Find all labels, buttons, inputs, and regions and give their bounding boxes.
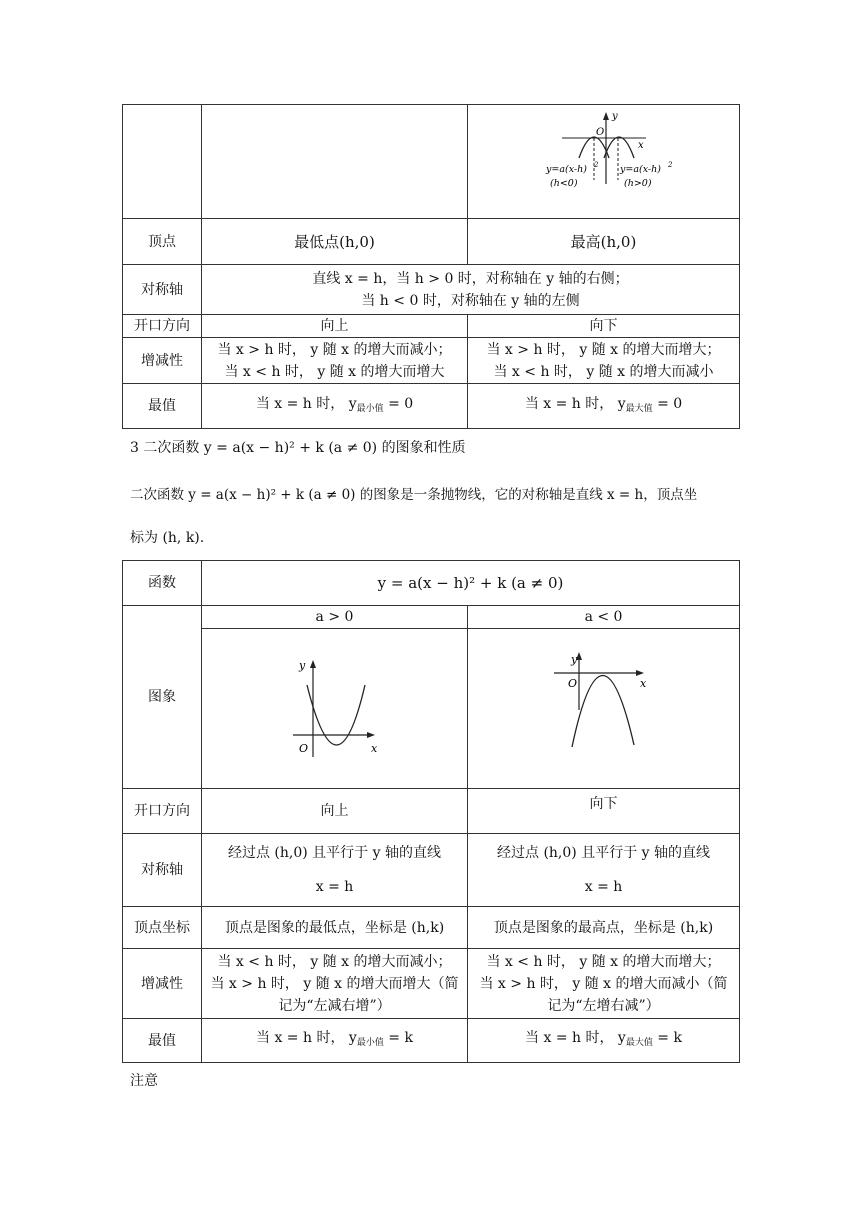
note-label: 注意 bbox=[130, 1073, 158, 1089]
function-formula: y = a(x − h)² + k (a ≠ 0) bbox=[202, 561, 740, 606]
monotonic-negative-line-2: 当 x < h 时， y 随 x 的增大而减小 bbox=[493, 363, 714, 380]
opening-positive: 向上 bbox=[202, 789, 468, 834]
row-label-axis: 对称轴 bbox=[123, 834, 202, 907]
axis-line-2: 当 h < 0 时，对称轴在 y 轴的左侧 bbox=[361, 292, 580, 309]
extreme-negative: 当 x = h 时， $y_{最大值} = 0$ bbox=[468, 384, 740, 429]
axis-negative-line-1: 经过点 (h,0) 且平行于 y 轴的直线 bbox=[497, 845, 711, 861]
empty-cell bbox=[123, 105, 202, 219]
monotonic-positive-line-2: 当 x < h 时， y 随 x 的增大而增大 bbox=[224, 363, 445, 380]
svg-text:x: x bbox=[370, 742, 377, 755]
properties-table-1 bbox=[122, 104, 740, 429]
row-label-opening: 开口方向 bbox=[123, 315, 202, 338]
axis-positive bbox=[202, 834, 468, 907]
monotonic-negative bbox=[468, 338, 740, 384]
svg-text:x: x bbox=[639, 677, 646, 690]
vertex-positive: 顶点是图象的最低点，坐标是 (h,k) bbox=[202, 907, 468, 949]
section-heading: 3 二次函数 y = a(x − h)² + k (a ≠ 0) 的图象和性质 bbox=[130, 440, 466, 456]
row-label-vertex: 顶点坐标 bbox=[123, 907, 202, 949]
row-label-function: 函数 bbox=[123, 561, 202, 606]
monotonic-negative-line-3: 记为“左增右减”） bbox=[547, 997, 660, 1014]
monotonic-positive bbox=[202, 338, 468, 384]
row-label-extreme: 最值 bbox=[123, 384, 202, 429]
row-label-monotonic: 增减性 bbox=[123, 949, 202, 1019]
monotonic-negative-line-1: 当 x > h 时， y 随 x 的增大而增大； bbox=[486, 341, 721, 358]
axis-description bbox=[202, 265, 740, 315]
monotonic-negative-line-1: 当 x < h 时， y 随 x 的增大而增大； bbox=[486, 953, 721, 970]
row-label-vertex: 顶点 bbox=[123, 219, 202, 265]
extreme-positive: 当 x = h 时， $y_{最小值} = 0$ bbox=[202, 384, 468, 429]
row-label-extreme: 最值 bbox=[123, 1019, 202, 1063]
opening-negative: 向下 bbox=[468, 789, 740, 834]
graph-head-negative: a < 0 bbox=[468, 606, 740, 629]
row-label-axis: 对称轴 bbox=[123, 265, 202, 315]
svg-text:x: x bbox=[637, 140, 644, 151]
monotonic-negative-line-2: 当 x > h 时， y 随 x 的增大而减小（简 bbox=[479, 975, 728, 992]
axis-positive-line-2: x = h bbox=[315, 879, 354, 895]
svg-text:O: O bbox=[298, 742, 308, 755]
paragraph-line-2: 标为 (h, k). bbox=[130, 530, 205, 546]
monotonic-positive-line-3: 记为“左减右增”） bbox=[278, 997, 391, 1014]
svg-text:y=a(x-h): y=a(x-h) bbox=[619, 164, 661, 175]
graph-head-positive: a > 0 bbox=[202, 606, 468, 629]
row-label-opening: 开口方向 bbox=[123, 789, 202, 834]
vertex-negative: 最高(h,0) bbox=[468, 219, 740, 265]
extreme-positive: 当 x = h 时， $y_{最小值} = k$ bbox=[202, 1019, 468, 1063]
row-label-monotonic: 增减性 bbox=[123, 338, 202, 384]
vertex-negative: 顶点是图象的最高点，坐标是 (h,k) bbox=[468, 907, 740, 949]
axis-positive-line-1: 经过点 (h,0) 且平行于 y 轴的直线 bbox=[227, 845, 441, 861]
svg-text:(h<0): (h<0) bbox=[549, 178, 578, 189]
downward-parabola-graph bbox=[544, 645, 664, 765]
svg-text:2: 2 bbox=[593, 161, 598, 169]
svg-text:y: y bbox=[570, 653, 577, 666]
parabola-pair-graph bbox=[524, 106, 684, 210]
row-label-graph: 图象 bbox=[123, 606, 202, 789]
graph-positive-cell bbox=[202, 629, 468, 789]
paragraph-line-1: 二次函数 y = a(x − h)² + k (a ≠ 0) 的图象是一条抛物线，它的对称轴是直线 x = h，顶点坐 bbox=[130, 487, 698, 503]
opening-positive: 向上 bbox=[202, 315, 468, 338]
svg-text:y=a(x-h): y=a(x-h) bbox=[545, 164, 587, 175]
svg-text:y: y bbox=[298, 659, 305, 672]
empty-cell bbox=[202, 105, 468, 219]
svg-text:O: O bbox=[595, 127, 604, 138]
graph-cell bbox=[468, 105, 740, 219]
axis-line-1: 直线 x = h，当 h > 0 时，对称轴在 y 轴的右侧； bbox=[312, 270, 629, 287]
svg-text:y: y bbox=[611, 111, 618, 122]
svg-text:2: 2 bbox=[667, 161, 672, 169]
vertex-positive: 最低点(h,0) bbox=[202, 219, 468, 265]
monotonic-positive-line-2: 当 x > h 时， y 随 x 的增大而增大（简 bbox=[210, 975, 459, 992]
monotonic-negative bbox=[468, 949, 740, 1019]
opening-negative: 向下 bbox=[468, 315, 740, 338]
monotonic-positive-line-1: 当 x < h 时， y 随 x 的增大而减小； bbox=[217, 953, 452, 970]
upward-parabola-graph bbox=[275, 645, 395, 765]
monotonic-positive-line-1: 当 x > h 时， y 随 x 的增大而减小； bbox=[217, 341, 452, 358]
monotonic-positive bbox=[202, 949, 468, 1019]
svg-text:O: O bbox=[567, 677, 577, 690]
extreme-negative: 当 x = h 时， $y_{最大值} = k$ bbox=[468, 1019, 740, 1063]
graph-negative-cell bbox=[468, 629, 740, 789]
properties-table-2 bbox=[122, 560, 740, 1063]
axis-negative-line-2: x = h bbox=[584, 879, 623, 895]
svg-text:(h>0): (h>0) bbox=[623, 178, 652, 189]
axis-negative bbox=[468, 834, 740, 907]
